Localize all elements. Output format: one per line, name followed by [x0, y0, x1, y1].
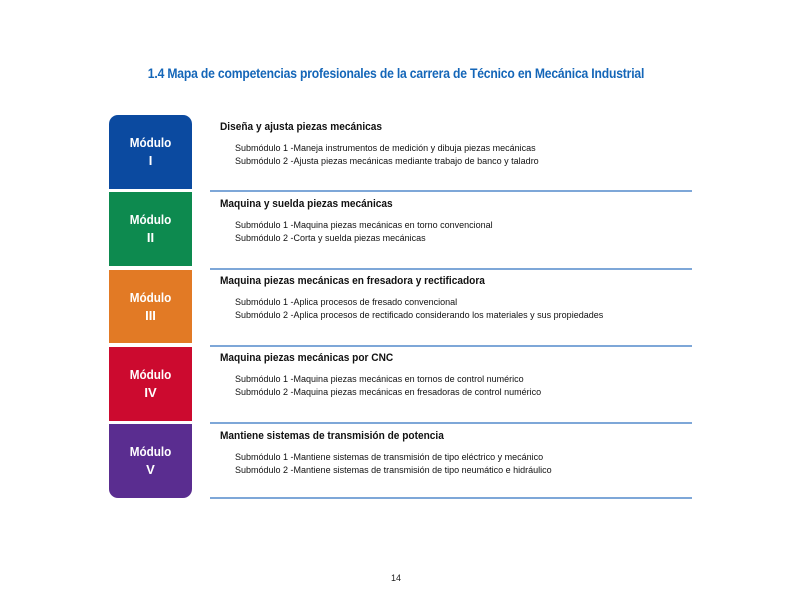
submodule-text: Maquina piezas mecánicas en fresadoras de control numérico: [293, 387, 542, 397]
submodule-item: [220, 451, 690, 464]
submodule-text: Maneja instrumentos de medición y dibuja piezas mecánicas: [293, 143, 536, 153]
module-numeral: II: [146, 230, 155, 245]
divider-line: [210, 345, 692, 347]
module-2-block: [109, 192, 192, 266]
module-heading: Mantiene sistemas de transmisión de potencia: [220, 430, 444, 442]
module-numeral: IV: [144, 385, 157, 400]
submodule-text: Aplica procesos de fresado convencional: [293, 297, 458, 307]
module-3-section: [220, 275, 690, 322]
submodule-text: Mantiene sistemas de transmisión de tipo eléctrico y mecánico: [293, 452, 544, 462]
submodule-label: Submódulo 1 -: [235, 220, 294, 230]
module-numeral: I: [148, 153, 153, 168]
module-3-block: [109, 270, 192, 343]
module-heading: Diseña y ajusta piezas mecánicas: [220, 121, 383, 133]
module-label: Módulo: [129, 212, 172, 227]
submodule-text: Aplica procesos de rectificado considerando los materiales y sus propiedades: [293, 310, 604, 320]
module-numeral: V: [146, 462, 155, 477]
module-1-section: [220, 121, 690, 168]
page-title: 1.4 Mapa de competencias profesionales de la carrera de Técnico en Mecánica Industrial: [147, 66, 645, 81]
submodule-text: Mantiene sistemas de transmisión de tipo neumático e hidráulico: [293, 465, 552, 475]
page-number: 14: [390, 573, 401, 583]
divider-line: [210, 268, 692, 270]
submodule-label: Submódulo 1 -: [235, 374, 294, 384]
submodule-item: [220, 142, 690, 155]
submodule-label: Submódulo 1 -: [235, 452, 294, 462]
module-1-block: [109, 115, 192, 189]
submodule-item: [220, 386, 690, 399]
submodule-item: [220, 296, 690, 309]
divider-line: [210, 497, 692, 499]
submodule-item: [220, 232, 690, 245]
module-5-block: [109, 424, 192, 498]
module-heading: Maquina y suelda piezas mecánicas: [220, 198, 393, 210]
module-label: Módulo: [129, 367, 172, 382]
submodule-text: Ajusta piezas mecánicas mediante trabajo de banco y taladro: [293, 156, 539, 166]
submodule-label: Submódulo 1 -: [235, 297, 294, 307]
submodule-item: [220, 373, 690, 386]
submodule-item: [220, 155, 690, 168]
divider-line: [210, 422, 692, 424]
submodule-label: Submódulo 2 -: [235, 465, 294, 475]
module-numeral: III: [145, 307, 156, 323]
submodule-item: [220, 219, 690, 232]
divider-line: [210, 190, 692, 192]
submodule-label: Submódulo 2 -: [235, 310, 294, 320]
submodule-label: Submódulo 2 -: [235, 233, 294, 243]
module-5-section: [220, 430, 690, 477]
submodule-item: [220, 309, 690, 322]
submodule-text: Maquina piezas mecánicas en torno convencional: [293, 220, 493, 230]
module-2-section: [220, 198, 690, 245]
submodule-label: Submódulo 1 -: [235, 143, 294, 153]
module-4-block: [109, 347, 192, 421]
submodule-item: [220, 464, 690, 477]
submodule-label: Submódulo 2 -: [235, 156, 294, 166]
module-heading: Maquina piezas mecánicas en fresadora y rectificadora: [220, 275, 485, 287]
module-heading: Maquina piezas mecánicas por CNC: [220, 352, 394, 364]
module-label: Módulo: [129, 289, 172, 305]
submodule-label: Submódulo 2 -: [235, 387, 294, 397]
module-4-section: [220, 352, 690, 399]
submodule-text: Corta y suelda piezas mecánicas: [293, 233, 426, 243]
module-label: Módulo: [129, 444, 172, 459]
submodule-text: Maquina piezas mecánicas en tornos de control numérico: [293, 374, 524, 384]
module-label: Módulo: [129, 135, 172, 150]
